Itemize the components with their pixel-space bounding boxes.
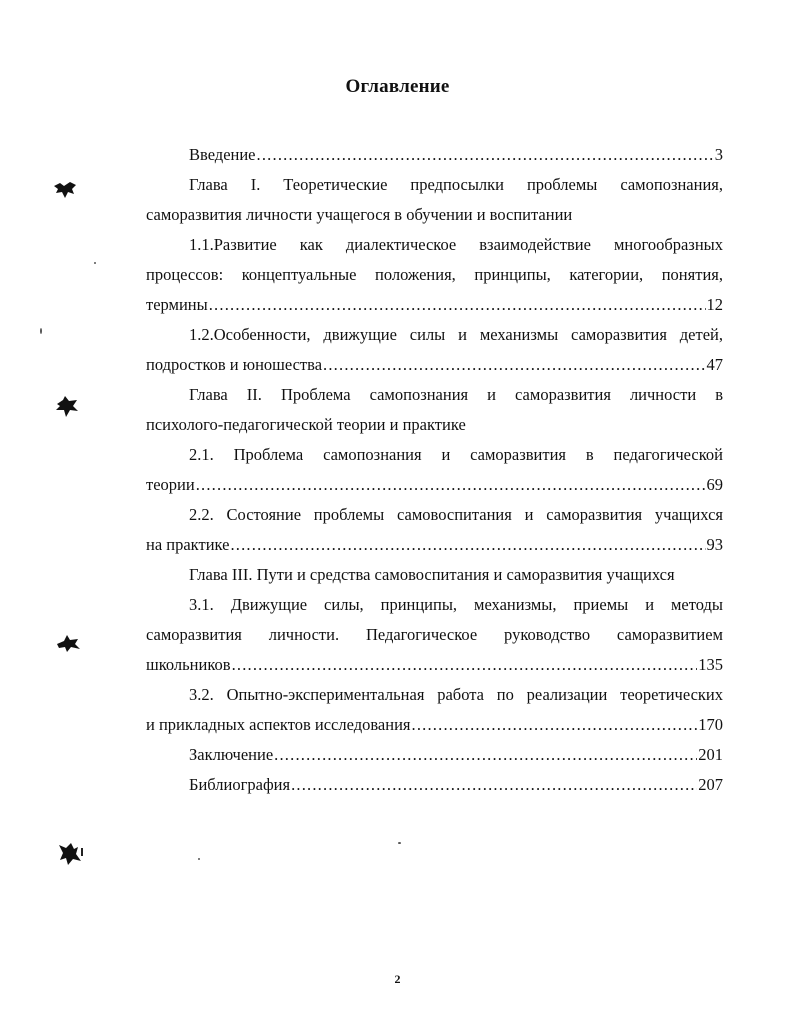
dot-leader xyxy=(196,474,706,496)
toc-page-number: 170 xyxy=(698,715,723,734)
toc-entry-label: и прикладных аспектов исследования xyxy=(146,715,411,734)
toc-section-3-2-line-2[interactable] xyxy=(146,714,723,736)
dot-leader xyxy=(209,294,706,316)
dot-leader xyxy=(274,744,697,766)
toc-page-number: 12 xyxy=(706,295,723,314)
scan-speck xyxy=(398,842,401,844)
toc-page-number: 207 xyxy=(698,775,723,794)
toc-entry-label: подростков и юношества xyxy=(146,355,323,374)
toc-entry-label: Библиография xyxy=(189,775,291,794)
toc-entry-label: теории xyxy=(146,475,195,494)
toc-entry-label: Заключение xyxy=(189,745,274,764)
toc-chapter-2-line-2[interactable]: психолого-педагогической теории и практике xyxy=(146,415,466,434)
dot-leader xyxy=(230,534,705,556)
toc-section-3-2-line-1[interactable]: 3.2. Опытно-экспериментальная работа по реализации теоретических xyxy=(189,685,723,704)
toc-section-2-1-line-2[interactable] xyxy=(146,474,723,496)
scan-speck xyxy=(198,858,200,860)
toc-page-number: 3 xyxy=(714,145,723,164)
toc-section-2-2-line-1[interactable]: 2.2. Состояние проблемы самовоспитания и саморазвития учащихся xyxy=(189,505,723,524)
dot-leader xyxy=(232,654,698,676)
toc-chapter-1-line-2[interactable]: саморазвития личности учащегося в обучении и воспитании xyxy=(146,205,573,224)
toc-entry-bibliography[interactable] xyxy=(189,774,723,796)
toc-page-number: 135 xyxy=(698,655,723,674)
dot-leader xyxy=(291,774,697,796)
toc-section-2-1-line-1[interactable]: 2.1. Проблема самопознания и саморазвития в педагогической xyxy=(189,445,723,464)
toc-section-2-2-line-2[interactable] xyxy=(146,534,723,556)
toc-entry-label: Введение xyxy=(189,145,256,164)
toc-entry-conclusion[interactable] xyxy=(189,744,723,766)
toc-chapter-2-line-1[interactable]: Глава II. Проблема самопознания и саморазвития личности в xyxy=(189,385,723,404)
toc-chapter-1-line-1[interactable]: Глава I. Теоретические предпосылки проблемы самопознания, xyxy=(189,175,723,194)
toc-section-1-1-line-3[interactable] xyxy=(146,294,723,316)
toc-section-3-1-line-1[interactable]: 3.1. Движущие силы, принципы, механизмы, приемы и методы xyxy=(189,595,723,614)
toc-chapter-3-line-1[interactable]: Глава III. Пути и средства самовоспитания и саморазвития учащихся xyxy=(189,565,675,584)
toc-section-3-1-line-2[interactable]: саморазвития личности. Педагогическое руководство саморазвитием xyxy=(146,625,723,644)
toc-section-1-2-line-2[interactable] xyxy=(146,354,723,376)
toc-entry-label: на практике xyxy=(146,535,230,554)
binding-hole-mark-2-icon xyxy=(54,396,80,418)
dot-leader xyxy=(323,354,705,376)
page-number: 2 xyxy=(394,972,401,986)
toc-section-1-2-line-1[interactable]: 1.2.Особенности, движущие силы и механизмы саморазвития детей, xyxy=(189,325,723,344)
toc-page-number: 93 xyxy=(706,535,723,554)
dot-leader xyxy=(257,144,714,166)
toc-entry-introduction[interactable] xyxy=(189,144,723,166)
scan-speck xyxy=(94,262,96,264)
toc-section-3-1-line-3[interactable] xyxy=(146,654,723,676)
toc-page-number: 69 xyxy=(706,475,723,494)
binding-hole-mark-3-icon xyxy=(56,632,82,654)
toc-page-number: 201 xyxy=(698,745,723,764)
dot-leader xyxy=(412,714,698,736)
toc-entry-label: термины xyxy=(146,295,208,314)
toc-section-1-1-line-1[interactable]: 1.1.Развитие как диалектическое взаимодействие многообразных xyxy=(189,235,723,254)
binding-hole-mark-1-icon xyxy=(52,180,78,200)
toc-entry-label: школьников xyxy=(146,655,231,674)
scan-speck xyxy=(40,328,42,334)
toc-section-1-1-line-2[interactable]: процессов: концептуальные положения, принципы, категории, понятия, xyxy=(146,265,723,284)
toc-page-number: 47 xyxy=(706,355,723,374)
page-title: Оглавление xyxy=(345,76,450,97)
binding-hole-mark-4-icon xyxy=(56,842,84,866)
